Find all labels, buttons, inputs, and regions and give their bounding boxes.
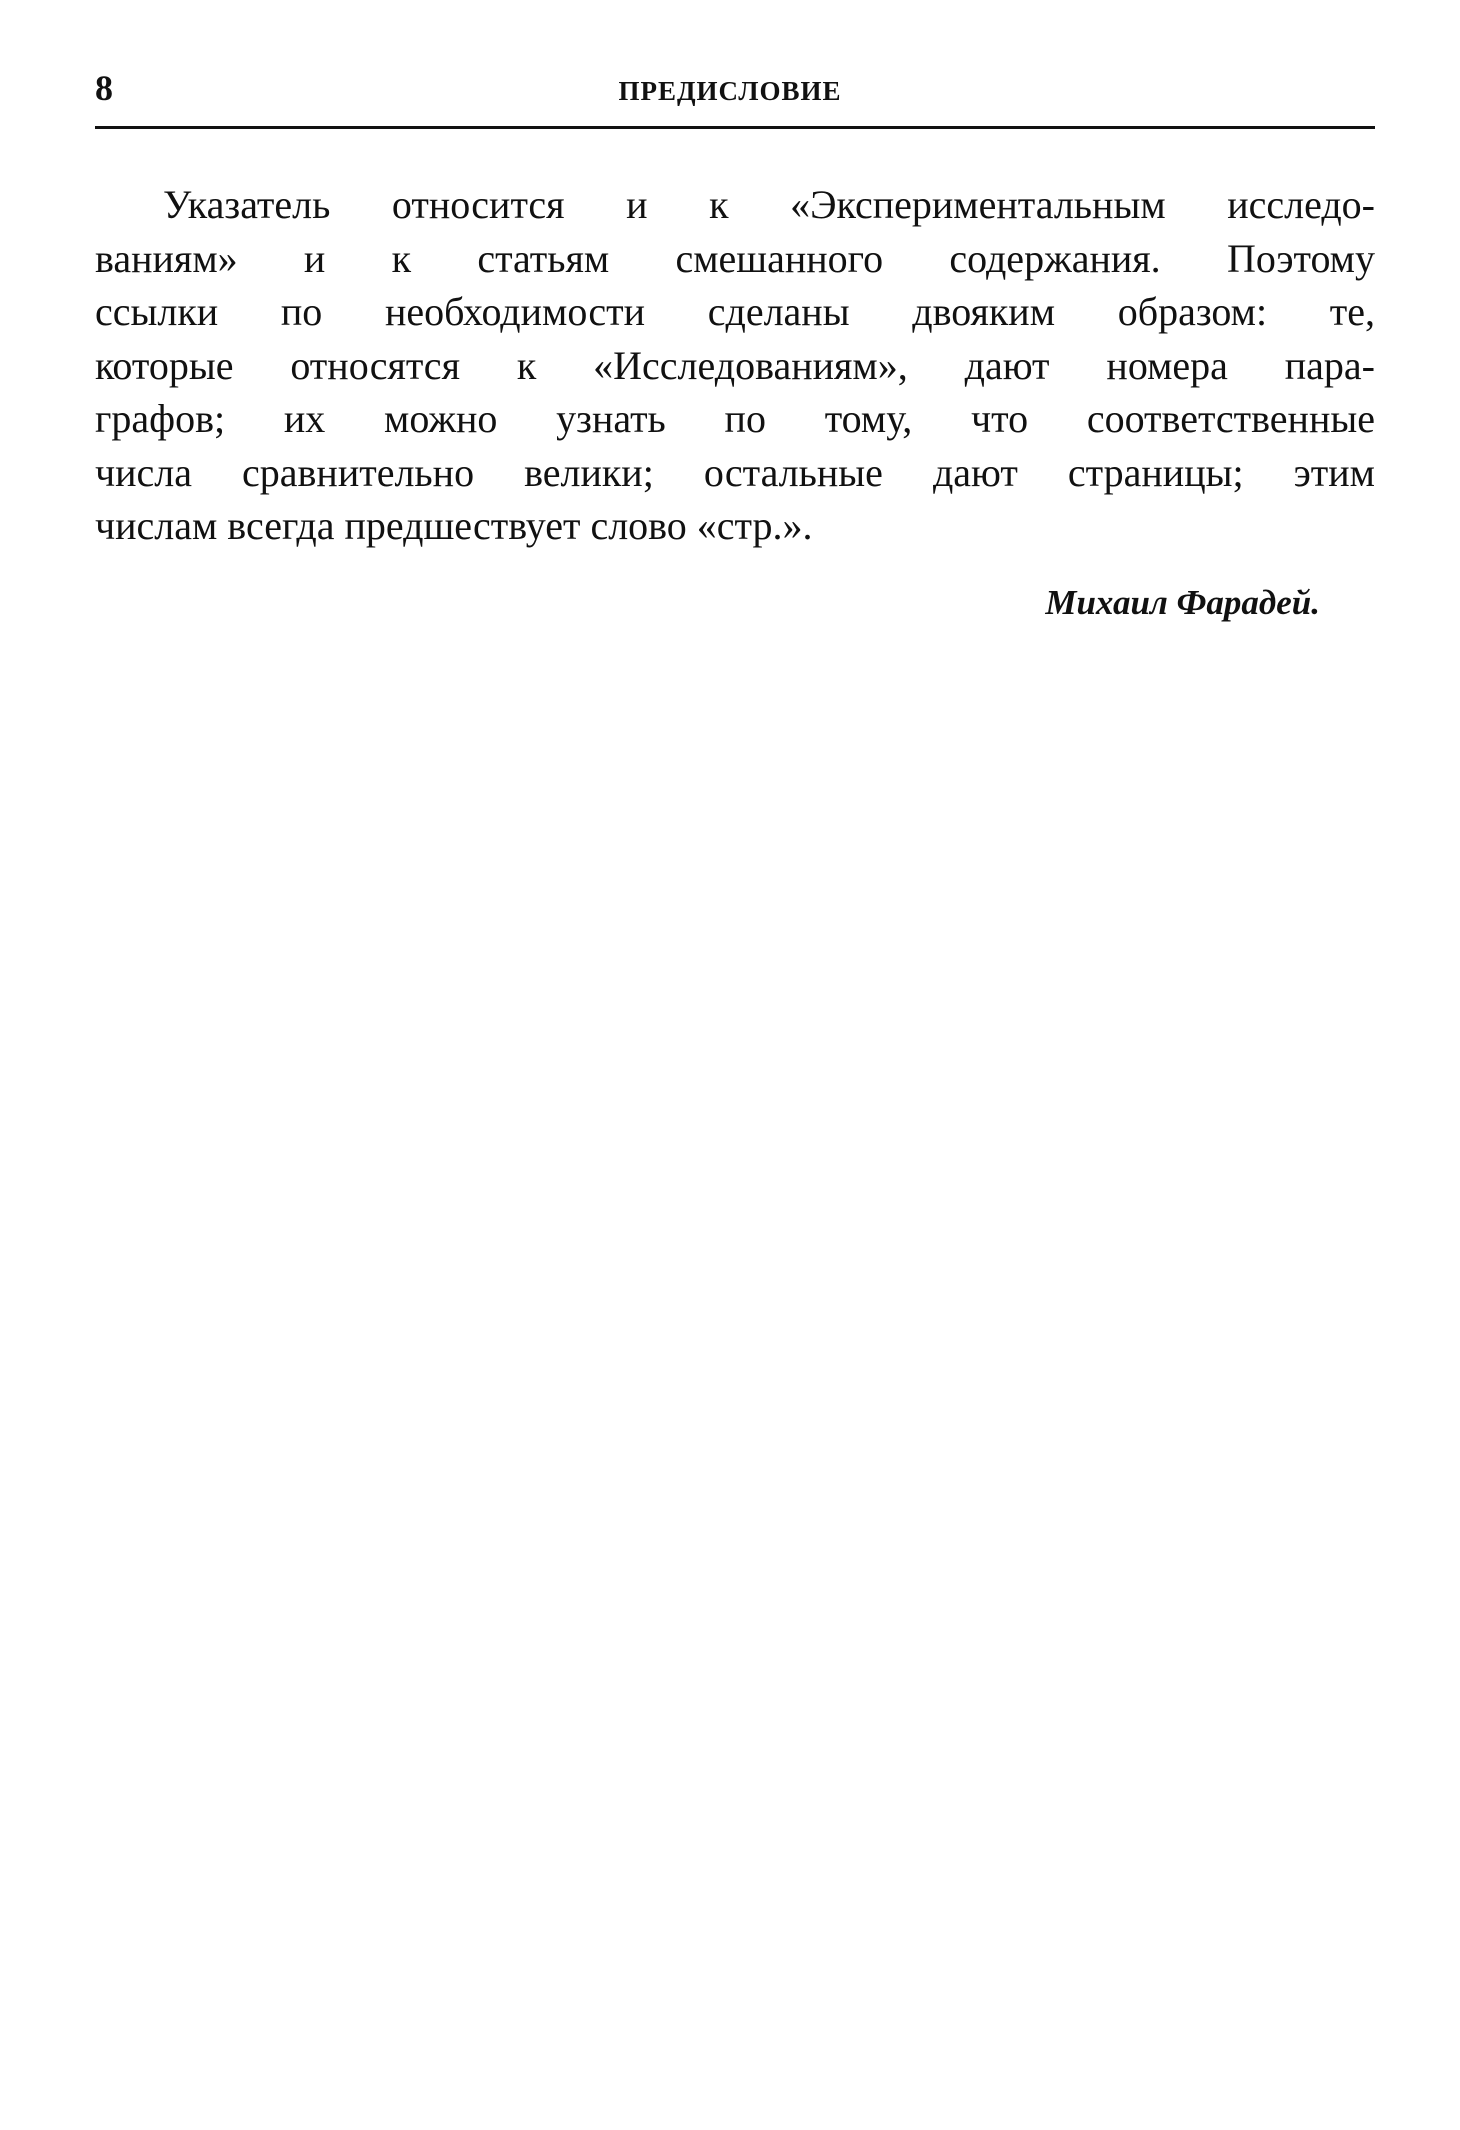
header-rule	[95, 126, 1375, 129]
paragraph-line: Указатель относится и к «Экспериментальным исследо-	[163, 182, 1375, 227]
preface-paragraph	[95, 178, 1375, 553]
paragraph-line: графов; их можно узнать по тому, что соответственные	[95, 396, 1375, 441]
paragraph-line: которые относятся к «Исследованиям», дают номера пара-	[95, 342, 1375, 388]
author-signature: Михаил Фарадей.	[1045, 583, 1320, 622]
paragraph-line: числам всегда предшествует слово «стр.».	[95, 503, 813, 548]
page-number: 8	[95, 68, 113, 108]
paragraph-line: ваниям» и к статьям смешанного содержания. Поэтому	[95, 235, 1375, 281]
paragraph-line: числа сравнительно велики; остальные дают страницы; этим	[95, 449, 1375, 495]
paragraph-line: ссылки по необходимости сделаны двояким образом: те,	[95, 289, 1375, 334]
running-title: ПРЕДИСЛОВИЕ	[618, 76, 842, 106]
